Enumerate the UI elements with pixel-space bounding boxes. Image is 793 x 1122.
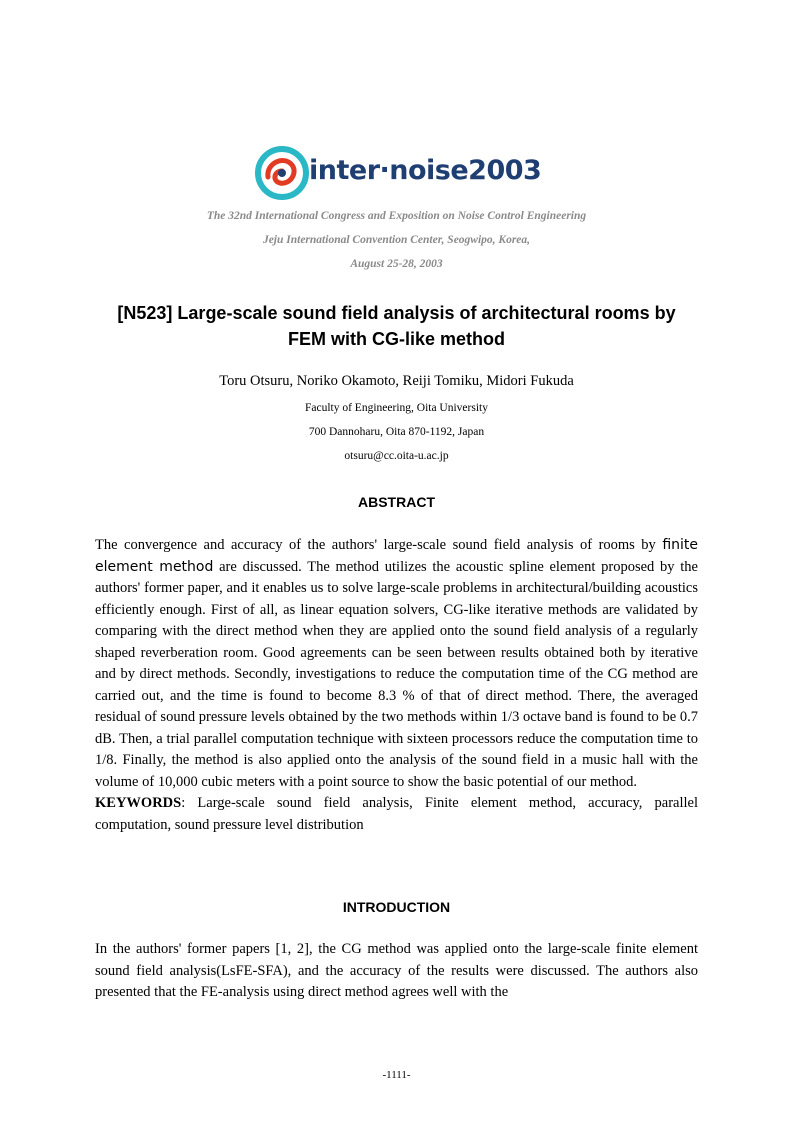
- keywords-paragraph: [95, 793, 698, 836]
- paper-title-line1: [N523] Large-scale sound field analysis of architectural rooms by: [117, 303, 676, 323]
- abstract-text-part2: are discussed. The method utilizes the acoustic spline element proposed by the authors' former paper, and it enables us to solve large-scale problems in architectural/building acoustics efficiently enough. First of all, as linear equation solvers, CG-like iterative methods are validated by comparing with the direct method when they are applied onto the sound field analysis of a regularly shaped reverberation room. Good agreements can be seen between results obtained both by iterative and by direct methods. Secondly, investigations to reduce the computation time of the CG method are carried out, and the time is found to become 8.3 % of that of direct method. There, the averaged residual of sound pressure levels obtained by the two methods within 1/3 octave band is found to be 0.7 dB. Then, a trial parallel computation technique with sixteen processors reduce the computation time to 1/8. Finally, the method is also applied onto the analysis of the sound field in a music hall with the volume of 10,000 cubic meters with a point source to show the basic potential of our method.: [95, 558, 698, 790]
- conference-dates: August 25-28, 2003: [350, 258, 443, 270]
- abstract-text-part1: The convergence and accuracy of the authors' large-scale sound field analysis of rooms by: [95, 537, 663, 553]
- abstract-heading: ABSTRACT: [358, 494, 435, 510]
- abstract-fem-term: finite element method: [95, 537, 698, 575]
- conference-name: The 32nd International Congress and Exposition on Noise Control Engineering: [206, 210, 587, 222]
- author-list: Toru Otsuru, Noriko Okamoto, Reiji Tomiku, Midori Fukuda: [219, 373, 574, 389]
- paper-title-line2: FEM with CG-like method: [287, 329, 505, 349]
- email: otsuru@cc.oita-u.ac.jp: [344, 450, 449, 462]
- keywords-label: KEYWORDS: [95, 795, 182, 811]
- abstract-body: [95, 535, 698, 836]
- keywords-text: : Large-scale sound field analysis, Finite element method, accuracy, parallel computation, sound pressure level distribution: [95, 795, 698, 833]
- introduction-heading: INTRODUCTION: [342, 899, 451, 915]
- logo-wordmark: inter·noise2003: [309, 155, 542, 186]
- paper-title: [60, 300, 733, 352]
- swirl-logo-icon: [254, 143, 310, 205]
- affiliation: Faculty of Engineering, Oita University: [304, 402, 488, 414]
- introduction-paragraph: In the authors' former papers [1, 2], the CG method was applied onto the large-scale finite element sound field analysis(LsFE-SFA), and the accuracy of the results were discussed. The authors also presented that the FE-analysis using direct method agrees well with the: [95, 941, 698, 1000]
- conference-venue: Jeju International Convention Center, Seogwipo, Korea,: [262, 234, 531, 246]
- abstract-paragraph: [95, 535, 698, 793]
- address: 700 Dannoharu, Oita 870-1192, Japan: [308, 426, 485, 438]
- conference-logo: [254, 143, 554, 205]
- page-number: -1111-: [382, 1069, 411, 1081]
- introduction-body: [95, 939, 698, 1004]
